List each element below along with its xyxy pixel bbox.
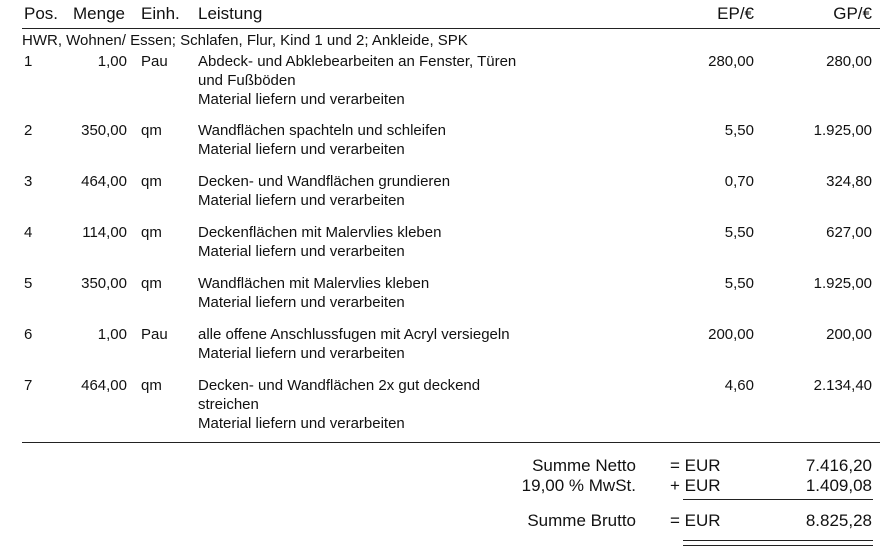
- summe-netto-label: Summe Netto: [532, 456, 636, 475]
- item-gp: 2.134,40: [813, 377, 872, 394]
- item-description: [198, 121, 446, 159]
- mwst-currency: + EUR: [670, 476, 721, 495]
- mwst-label: 19,00 % MwSt.: [521, 476, 636, 495]
- summe-netto-value: 7.416,20: [805, 456, 872, 475]
- item-einh: qm: [141, 122, 162, 139]
- item-description-line: Material liefern und verarbeiten: [198, 345, 405, 362]
- item-pos: 4: [24, 224, 33, 241]
- item-description-line: Material liefern und verarbeiten: [198, 141, 405, 158]
- item-description-line: Decken- und Wandflächen grundieren: [198, 173, 451, 190]
- summe-brutto-value: 8.825,28: [805, 511, 872, 530]
- item-description-line: Abdeck- und Abklebearbeiten an Fenster, Türen: [198, 53, 517, 70]
- item-menge: 350,00: [81, 122, 127, 139]
- item-description: [198, 274, 429, 312]
- item-description-line: Deckenflächen mit Malervlies kleben: [198, 224, 442, 241]
- summe-netto-currency: = EUR: [670, 456, 721, 475]
- mwst-value: 1.409,08: [805, 476, 872, 495]
- item-pos: 1: [24, 53, 33, 70]
- item-ep: 280,00: [708, 53, 754, 70]
- item-menge: 464,00: [81, 377, 127, 394]
- item-description-line: Material liefern und verarbeiten: [198, 91, 405, 108]
- item-pos: 6: [24, 326, 33, 343]
- item-einh: qm: [141, 377, 162, 394]
- item-menge: 350,00: [81, 275, 127, 292]
- item-gp: 1.925,00: [813, 122, 872, 139]
- table-bottom-divider: [22, 442, 880, 443]
- item-pos: 3: [24, 173, 33, 190]
- item-description-line: Wandflächen spachteln und schleifen: [198, 122, 446, 139]
- item-gp: 324,80: [826, 173, 872, 190]
- item-ep: 5,50: [724, 275, 754, 292]
- total-double-rule-top: [683, 540, 873, 541]
- item-pos: 5: [24, 275, 33, 292]
- item-pos: 2: [24, 122, 33, 139]
- item-gp: 627,00: [826, 224, 872, 241]
- item-description: [198, 376, 480, 433]
- item-menge: 114,00: [82, 224, 127, 241]
- item-description-line: Material liefern und verarbeiten: [198, 294, 405, 311]
- item-description: [198, 223, 441, 261]
- item-description-line: alle offene Anschlussfugen mit Acryl versiegeln: [198, 326, 510, 343]
- item-description-line: Wandflächen mit Malervlies kleben: [198, 275, 430, 292]
- item-gp: 1.925,00: [813, 275, 872, 292]
- item-ep: 0,70: [724, 173, 754, 190]
- item-ep: 4,60: [724, 377, 754, 394]
- total-double-rule-bottom: [683, 545, 873, 546]
- summe-brutto-label: Summe Brutto: [527, 511, 636, 530]
- item-description: [198, 172, 450, 210]
- item-description: [198, 52, 516, 109]
- item-einh: qm: [141, 224, 162, 241]
- item-einh: qm: [141, 275, 162, 292]
- summe-brutto-currency: = EUR: [670, 511, 721, 530]
- item-description: [198, 325, 510, 363]
- item-description-line: Material liefern und verarbeiten: [198, 243, 405, 260]
- item-pos: 7: [24, 377, 33, 394]
- header-gp: GP/€: [833, 4, 872, 23]
- item-description-line: Material liefern und verarbeiten: [198, 415, 405, 432]
- header-leistung: Leistung: [198, 4, 263, 23]
- item-description-line: Material liefern und verarbeiten: [198, 192, 405, 209]
- item-ep: 5,50: [724, 122, 754, 139]
- item-menge: 464,00: [81, 173, 127, 190]
- item-gp: 200,00: [826, 326, 872, 343]
- header-divider: [22, 28, 880, 29]
- item-ep: 5,50: [724, 224, 754, 241]
- item-einh: Pau: [141, 326, 168, 343]
- item-menge: 1,00: [97, 326, 127, 343]
- header-ep: EP/€: [717, 4, 754, 23]
- item-einh: Pau: [141, 53, 168, 70]
- header-einh: Einh.: [141, 4, 180, 23]
- section-title: HWR, Wohnen/ Essen; Schlafen, Flur, Kind 1 und 2; Ankleide, SPK: [22, 32, 468, 49]
- item-einh: qm: [141, 173, 162, 190]
- item-gp: 280,00: [826, 53, 872, 70]
- subtotal-divider: [683, 499, 873, 500]
- header-pos: Pos.: [24, 4, 59, 23]
- item-menge: 1,00: [97, 53, 127, 70]
- header-menge: Menge: [73, 4, 125, 23]
- item-ep: 200,00: [708, 326, 754, 343]
- item-description-line: streichen: [198, 396, 259, 413]
- item-description-line: und Fußböden: [198, 72, 296, 89]
- item-description-line: Decken- und Wandflächen 2x gut deckend: [198, 377, 481, 394]
